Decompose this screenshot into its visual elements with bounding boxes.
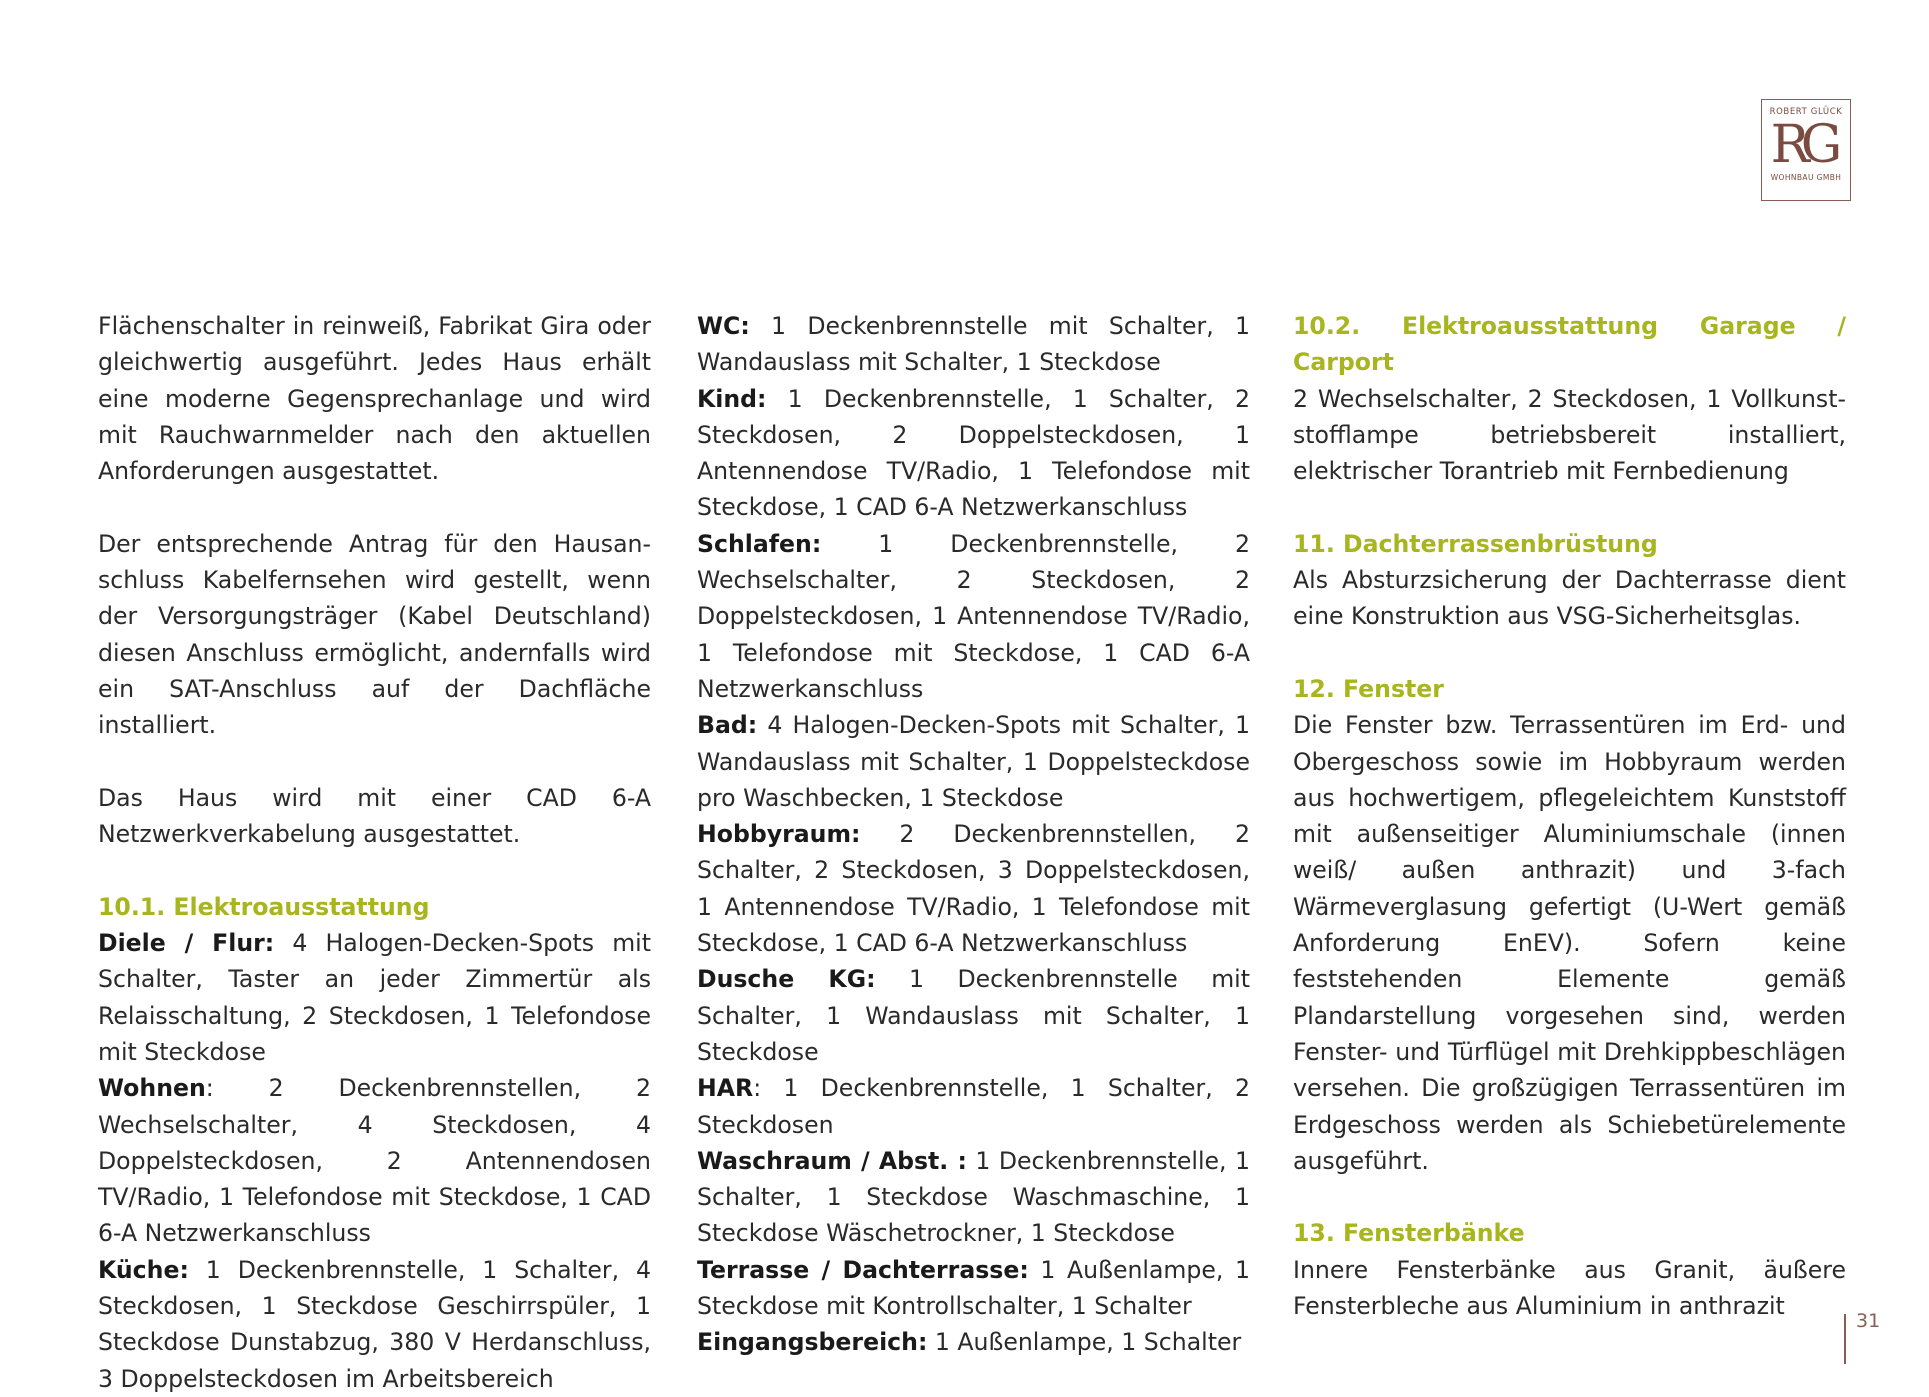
heading-12: 12. Fenster — [1293, 674, 1444, 703]
column-middle — [697, 308, 1250, 1361]
paragraph-garage: 2 Wechselschalter, 2 Steckdosen, 1 Vollkunststofflampe betriebsbereit installiert, elektrischer Torantrieb mit Fernbedienung — [1293, 384, 1846, 486]
page-number-rule — [1844, 1314, 1846, 1364]
room-equipment: 1 Deckenbrennstelle, 1 Schalter, 1 Steckdose Waschmaschine, 1 Steckdose Wäschetrockner, 1 Steckdose — [697, 1146, 1251, 1248]
room-label: Waschraum / Abst. : — [697, 1146, 967, 1175]
room-label: Wohnen — [98, 1074, 206, 1103]
paragraph-railing: Als Absturzsicherung der Dachterrasse dient eine Konstruktion aus VSG-Sicherheitsglas. — [1293, 566, 1846, 631]
room-item — [697, 1252, 1250, 1325]
room-label: Küche: — [98, 1255, 189, 1284]
room-item — [98, 1070, 651, 1251]
room-label: Eingangsbereich: — [697, 1328, 928, 1357]
page-number: 31 — [1856, 1310, 1881, 1332]
room-item — [697, 381, 1250, 526]
logo-monogram: RG — [1770, 115, 1834, 175]
room-equipment: 1 Deckenbrennstelle mit Schalter, 1 Wandauslass mit Schalter, 1 Steckdose — [697, 312, 1250, 377]
room-item — [697, 1324, 1250, 1360]
room-item — [98, 1252, 651, 1397]
paragraph-switches: Flächenschalter in reinweiß, Fabrikat Gira oder gleichwertig ausgeführt. Jedes Haus erhält eine moderne Gegensprechanlage und wird mit Rauchwarnmelder nach den aktuellen Anforderungen ausgestattet. — [98, 312, 651, 486]
room-equipment: 1 Deckenbrennstelle, 1 Schalter, 2 Steckdosen, 2 Doppelsteckdosen, 1 Antennendose TV/Radio, 1 Telefondose mit Steckdose, 1 CAD 6-A Netzwerkanschluss — [697, 384, 1250, 522]
heading-11: 11. Dachterrassenbrüstung — [1293, 529, 1658, 558]
column-left — [98, 308, 651, 1397]
room-label: Dusche KG: — [697, 965, 876, 994]
room-equipment: : 1 Deckenbrennstelle, 1 Schalter, 2 Steckdosen — [697, 1074, 1250, 1139]
room-label: Bad: — [697, 711, 758, 740]
room-equipment: 1 Außenlampe, 1 Schalter — [927, 1328, 1242, 1357]
room-item — [697, 526, 1250, 707]
room-equipment: 2 Deckenbrennstellen, 2 Schalter, 2 Steckdosen, 3 Doppelsteckdosen, 1 Antennendose TV/Radio, 1 Telefondose mit Steckdose, 1 CAD 6-A Netzwerkanschluss — [697, 820, 1250, 958]
room-item — [697, 961, 1250, 1070]
room-label: Hobbyraum: — [697, 820, 861, 849]
column-right — [1293, 308, 1846, 1324]
room-label: Terrasse / Dachterrasse: — [697, 1255, 1029, 1284]
room-label: HAR — [697, 1074, 754, 1103]
logo-top-text: ROBERT GLÜCK — [1769, 107, 1843, 117]
room-item — [697, 1143, 1250, 1252]
room-equipment: : 2 Deckenbrennstellen, 2 Wechselschalter, 4 Steckdosen, 4 Doppelsteckdosen, 2 Antennendosen TV/Radio, 1 Telefondose mit Steckdose, 1 CAD 6-A Netzwerkanschluss — [98, 1074, 651, 1248]
room-label: Kind: — [697, 384, 767, 413]
heading-10-1: 10.1. Elektroausstattung — [98, 892, 430, 921]
room-label: WC: — [697, 312, 750, 340]
room-equipment: 1 Außenlampe, 1 Steckdose mit Kontrollschalter, 1 Schalter — [697, 1255, 1251, 1321]
paragraph-network: Das Haus wird mit einer CAD 6-A Netzwerkverkabelung ausgestattet. — [98, 783, 651, 849]
heading-13: 13. Fensterbänke — [1293, 1219, 1525, 1248]
room-label: Schlafen: — [697, 529, 822, 558]
room-item — [697, 1070, 1250, 1143]
room-item — [697, 816, 1250, 961]
paragraph-window-sills: Innere Fensterbänke aus Granit, äußere Fensterbleche aus Aluminium in anthrazit — [1293, 1255, 1846, 1321]
room-item — [98, 925, 651, 1070]
room-equipment: 1 Deckenbrennstelle mit Schalter, 1 Wandauslass mit Schalter, 1 Steckdose — [697, 965, 1250, 1066]
room-label: Diele / Flur: — [98, 929, 275, 958]
room-equipment: 4 Halogen-Decken-Spots mit Schalter, Taster an jeder Zimmertür als Relaisschaltung, 2 Steckdosen, 1 Telefondose mit Steckdose — [98, 929, 651, 1066]
room-item — [697, 308, 1250, 381]
paragraph-cable-tv: Der entsprechende Antrag für den Hausanschluss Kabelfernsehen wird gestellt, wenn der Versorgungsträger (Kabel Deutschland) diesen Anschluss ermöglicht, andernfalls wird ein SAT-Anschluss auf der Dachfläche installiert. — [98, 529, 651, 740]
logo-bottom-text: WOHNBAU GMBH — [1770, 173, 1842, 182]
room-equipment: 1 Deckenbrennstelle, 1 Schalter, 4 Steckdosen, 1 Steckdose Geschirrspüler, 1 Steckdose Dunstabzug, 380 V Herdanschluss, 3 Doppelsteckdosen im Arbeitsbereich — [98, 1255, 651, 1393]
company-logo — [1761, 99, 1851, 201]
room-equipment: 1 Deckenbrennstelle, 2 Wechselschalter, 2 Steckdosen, 2 Doppelsteckdosen, 1 Antennendose TV/Radio, 1 Telefondose mit Steckdose, 1 CAD 6-A Netzwerkanschluss — [697, 529, 1250, 703]
room-equipment: 4 Halogen-Decken-Spots mit Schalter, 1 Wandauslass mit Schalter, 1 Doppelsteckdose pro Waschbecken, 1 Steckdose — [697, 711, 1250, 812]
heading-10-2: 10.2. Elektroausstattung Garage / Carport — [1293, 312, 1846, 377]
paragraph-windows: Die Fenster bzw. Terrassentüren im Erd- und Obergeschoss sowie im Hobbyraum werden aus hochwertigem, pflegeleichtem Kunststoff mit außenseitiger Aluminiumschale (innen weiß/ außen anthrazit) und 3-fach Wärmeverglasung gefertigt (U-Wert gemäß Anforderung EnEV). Sofern keine feststehenden Elemente gemäß Plandarstellung vorgesehen sind, werden Fenster- und Türflügel mit Drehkippbeschlägen versehen. Die großzügigen Terrassentüren im Erdgeschoss werden als Schiebetürelemente ausgeführt. — [1293, 711, 1846, 1175]
room-item — [697, 707, 1250, 816]
